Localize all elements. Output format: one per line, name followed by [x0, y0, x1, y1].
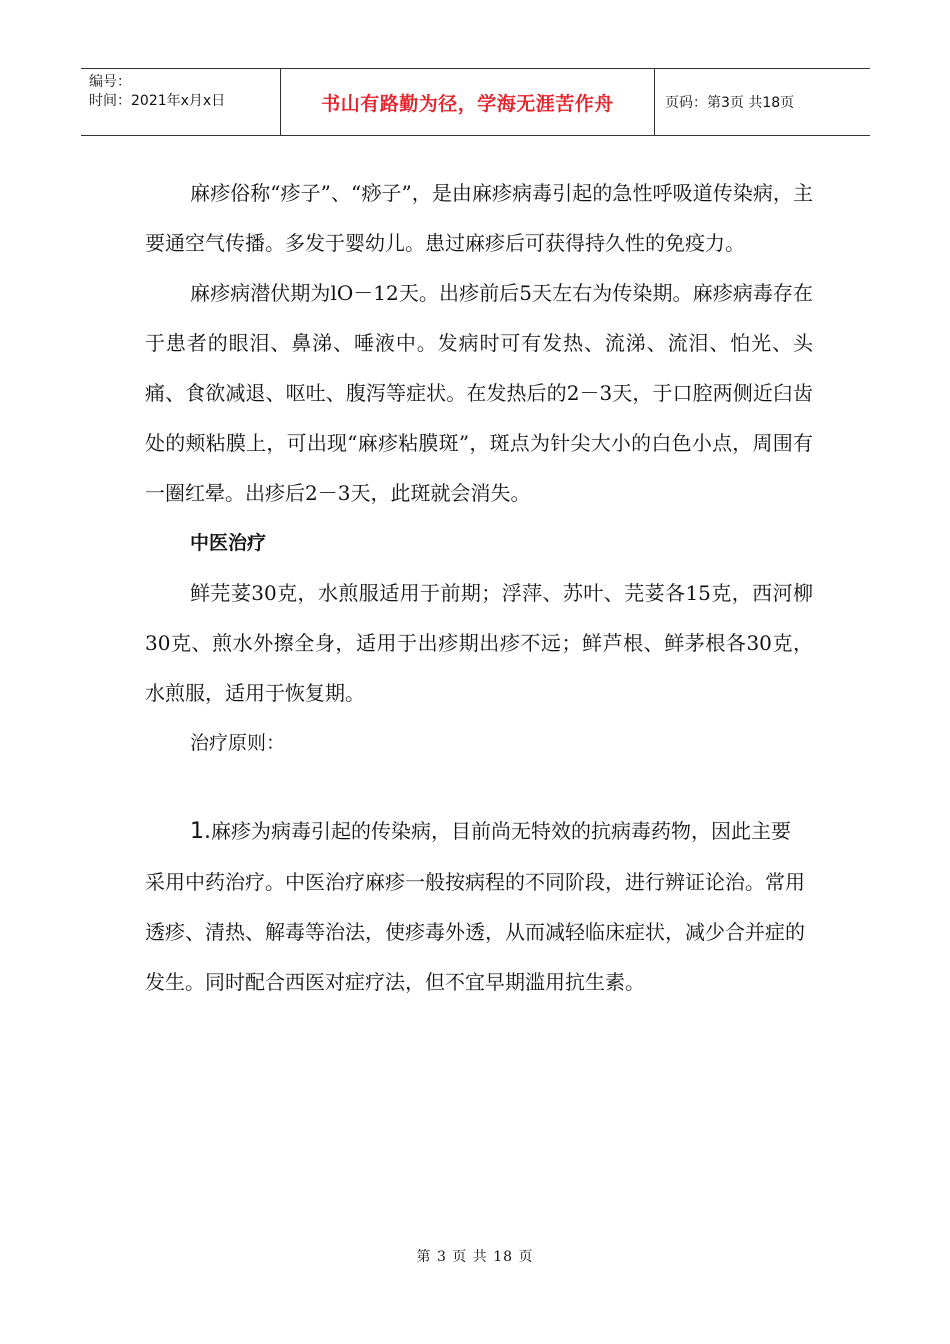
page-footer: 第 3 页 共 18 页 — [416, 1249, 534, 1265]
paragraph-intro: 麻疹俗称“疹子”、“痧子”，是由麻疹病毒引起的急性呼吸道传染病，主要通空气传播。多发于婴幼儿。患过麻疹后可获得持久性的免疫力。 — [145, 181, 813, 255]
document-body — [145, 168, 813, 1007]
page-header — [81, 68, 870, 136]
header-page-info: 页码：第3页 共18页 — [665, 95, 795, 111]
header-motto: 书山有路勤为径，学海无涯苦作舟 — [281, 69, 655, 135]
paragraph-symptoms: 麻疹病潜伏期为lO－12天。出疹前后5天左右为传染期。麻疹病毒存在于患者的眼泪、鼻涕、唾液中。发病时可有发热、流涕、流泪、怕光、头痛、食欲减退、呕吐、腹泻等症状。在发热后的2－3天，于口腔两侧近臼齿处的颊粘膜上，可出现“麻疹粘膜斑”，斑点为针尖大小的白色小点，周围有一圈红晕。出疹后2－3天，此斑就会消失。 — [145, 281, 813, 505]
paragraph-tcm-treatment: 鲜芫荽30克，水煎服适用于前期；浮萍、苏叶、芫荽各15克，西河柳30克、煎水外擦全身，适用于出疹期出疹不远；鲜芦根、鲜茅根各30克，水煎服，适用于恢复期。 — [145, 581, 813, 705]
document-time-label: 时间：2021年x月x日 — [89, 93, 226, 109]
header-meta — [81, 69, 281, 135]
section-heading-tcm: 中医治疗 — [190, 532, 267, 554]
principle-text: 麻疹为病毒引起的传染病，目前尚无特效的抗病毒药物，因此主要采用中药治疗。中医治疗麻疹一般按病程的不同阶段，进行辨证论治。常用透疹、清热、解毒等治法，使疹毒外透，从而减轻临床症状，减少合并症的发生。同时配合西医对症疗法，但不宜早期滥用抗生素。 — [145, 819, 805, 994]
document-number-label: 编号： — [89, 74, 131, 90]
principle-item-1 — [145, 806, 805, 1007]
treatment-principles-label: 治疗原则： — [190, 732, 286, 754]
principle-number: 1. — [190, 819, 211, 844]
